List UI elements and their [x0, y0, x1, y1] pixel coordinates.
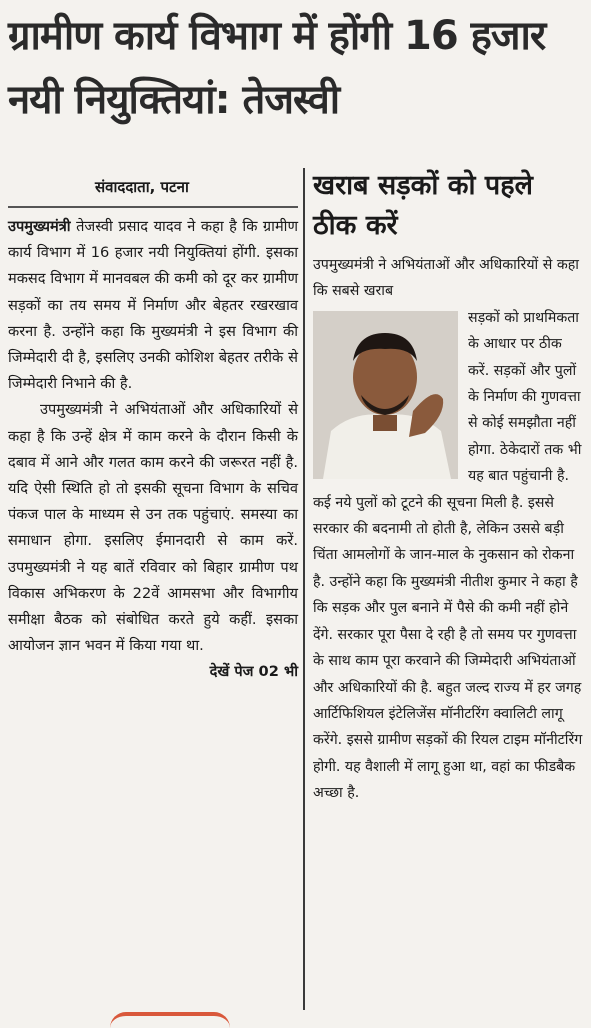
paragraph-1 [8, 214, 298, 397]
bottom-accent-mark [110, 1012, 230, 1028]
sidebar-intro: उपमुख्यमंत्री ने अभियंताओं और अधिकारियों से कहा कि सबसे खराब [313, 257, 579, 300]
main-article-body [8, 214, 298, 686]
column-divider [303, 168, 305, 1010]
paragraph-2-text: उपमुख्यमंत्री ने अभियंताओं और अधिकारियों से कहा है कि उन्हें क्षेत्र में काम करने के दौरान किसी के दबाव में आने और गलत काम करने की जरूरत नहीं है. यदि ऐसी स्थिति हो तो इसकी सूचना विभाग के सचिव पंकज पाल के माध्यम से उन तक पहुंचाएं. समस्या का समाधान होगा. इसलिए ईमानदारी से काम करें. उपमुख्यमंत्री ने यह बातें रविवार को बिहार ग्रामीण पथ विकास अभिकरण के 22वें आमसभा और विभागीय समीक्षा बैठक को संबोधित करते हुये कहीं. इसका आयोजन ज्ञान भवन में किया गया था. [8, 401, 298, 655]
byline: संवाददाता, पटना [95, 178, 189, 196]
portrait-photo [313, 311, 458, 479]
sidebar-body [313, 252, 585, 807]
paragraph-2 [8, 397, 298, 681]
paragraph-1-text: तेजस्वी प्रसाद यादव ने कहा है कि ग्रामीण कार्य विभाग में 16 हजार नयी नियुक्तियां होंगी. इसका मकसद विभाग में मानवबल की कमी को दूर कर ग्रामीण सड़कों का तय समय में निर्माण और बेहतर रखरखाव करना है. उन्होंने कहा कि मुख्यमंत्री ने इस विभाग की जिम्मेदारी दी है, इसलिए उनकी कोशिश बेहतर तरीके से जिम्मेदारी निभाने की है. [8, 218, 298, 393]
lead-word: उपमुख्यमंत्री [8, 218, 71, 235]
byline-rule [8, 206, 298, 208]
continued-link[interactable]: देखें पेज 02 भी [209, 663, 298, 681]
portrait-illustration [313, 311, 458, 479]
headline: ग्रामीण कार्य विभाग में होंगी 16 हजार नयी नियुक्तियां: तेजस्वी [8, 13, 546, 123]
sidebar-subheadline: खराब सड़कों को पहले ठीक करें [313, 170, 533, 241]
sidebar-text: सड़कों को प्राथमिकता के आधार पर ठीक करें. सड़कों और पुलों के निर्माण की गुणवत्ता से कोई समझौता नहीं होगा. ठेकेदारों तक भी यह बात पहुंचानी है. कई नये पुलों को टूटने की सूचना मिली है. इससे सरकार की बदनामी तो होती है, लेकिन उससे बड़ी चिंता आमलोगों के जान-माल के नुकसान को रोकना है. उन्होंने कहा कि मुख्यमंत्री नीतीश कुमार ने कहा है कि सड़क और पुल बनाने में पैसे की कमी नहीं होने देंगे. सरकार पूरा पैसा दे रही है तो समय पर गुणवत्ता के साथ काम पूरा करवाने की जिम्मेदारी अभियंताओं और अधिकारियों की है. बहुत जल्द राज्य में हर जगह आर्टिफिशियल इंटेलिजेंस मॉनीटरिंग क्वालिटी लागू करेंगे. इससे ग्रामीण सड़कों की रियल टाइम मॉनीटरिंग होगी. यह वैशाली में लागू हुआ था, वहां का फीडबैक अच्छा है. [313, 309, 583, 802]
